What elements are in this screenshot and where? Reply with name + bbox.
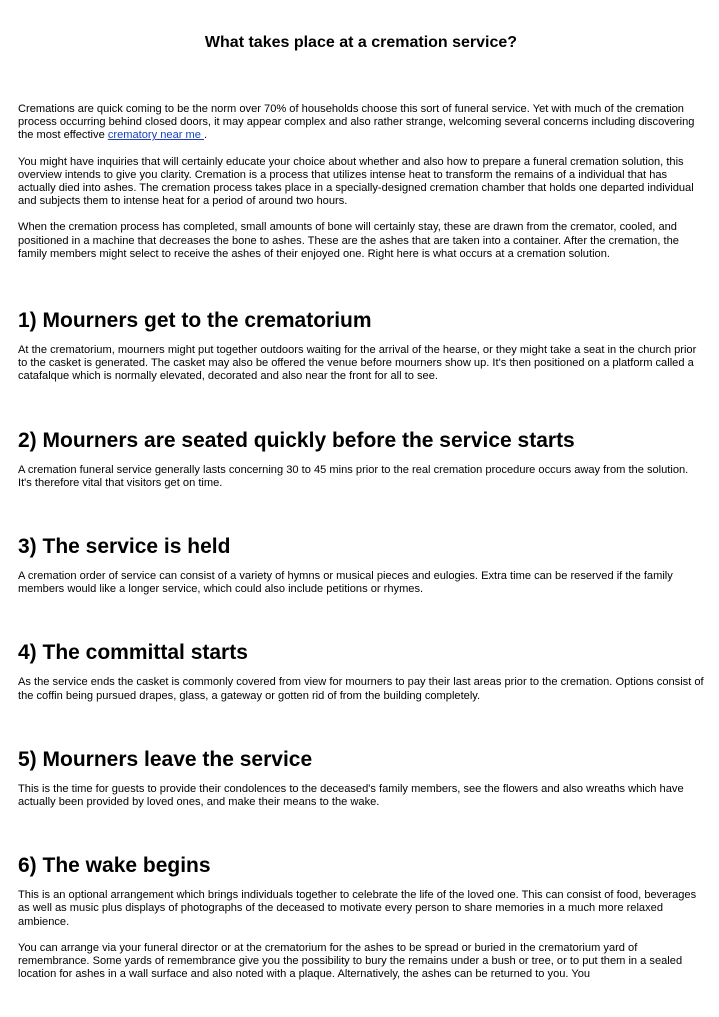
- intro-paragraph-1-text: Cremations are quick coming to be the norm over 70% of households choose this sort of funeral service. Yet with much of the cremation process occurring behind closed doors, it may appear complex and also rather strange, welcoming several concerns including discovering the most effective: [18, 103, 695, 142]
- section-5: [18, 747, 704, 809]
- section-1: [18, 308, 704, 384]
- intro-paragraph-1-end: .: [204, 129, 208, 142]
- section-paragraph: As the service ends the casket is commonly covered from view for mourners to pay their last areas prior to the cremation. Options consist of the coffin being pursued drapes, glass, a gateway or gotten rid of from the building completely.: [18, 676, 704, 702]
- section-paragraph: This is the time for guests to provide their condolences to the deceased's family members, see the flowers and also wreaths which have actually been provided by loved ones, and make their means to the wake.: [18, 782, 684, 809]
- section-3: [18, 534, 704, 596]
- crematory-near-me-link[interactable]: crematory near me: [107, 129, 205, 142]
- section-heading: 5) Mourners leave the service: [18, 747, 313, 771]
- document-page: [18, 0, 704, 981]
- page-title: What takes place at a cremation service?: [204, 34, 518, 51]
- section-2: [18, 428, 704, 490]
- section-paragraph: This is an optional arrangement which brings individuals together to celebrate the life of the loved one. This can consist of food, beverages as well as music plus displays of photographs of the deceased to motivate every person to share memories in a much more relaxed ambience.: [18, 889, 697, 928]
- section-heading: 1) Mourners get to the crematorium: [18, 309, 372, 333]
- section-heading: 4) The committal starts: [18, 641, 248, 665]
- intro-paragraph-1: [18, 103, 704, 143]
- section-heading: 6) The wake begins: [18, 854, 211, 878]
- section-heading: 3) The service is held: [18, 535, 231, 559]
- section-6: [18, 853, 704, 981]
- section-4: [18, 640, 704, 702]
- section-paragraph: A cremation order of service can consist of a variety of hymns or musical pieces and eulogies. Extra time can be reserved if the family members would like a longer service, which could also include petitions or rhymes.: [18, 570, 673, 596]
- section-heading: 2) Mourners are seated quickly before the service starts: [18, 428, 575, 452]
- section-paragraph: At the crematorium, mourners might put together outdoors waiting for the arrival of the hearse, or they might take a seat in the church prior to the casket is generated. The casket may also be offered the venue before mourners show up. It's then positioned on a platform called a catafalque which is normally elevated, decorated and also near the front for all to see.: [18, 344, 697, 383]
- section-paragraph: You can arrange via your funeral director or at the crematorium for the ashes to be spread or buried in the crematorium yard of remembrance. Some yards of remembrance give you the possibility to bury the remains under a bush or tree, or to put them in a sealed location for ashes in a wall surface and also noted with a plaque. Alternatively, the ashes can be returned to you. You: [18, 941, 683, 981]
- intro-paragraph-2: You might have inquiries that will certainly educate your choice about whether and also how to prepare a funeral cremation solution, this overview intends to give you clarity. Cremation is a process that utilizes intense heat to transform the remains of a individual that has actually died into ashes. The cremation process takes place in a specially-designed cremation chamber that holds one departed individual and subjects them to intense heat for a period of around two hours.: [18, 155, 694, 208]
- intro-paragraph-3: When the cremation process has completed, small amounts of bone will certainly stay, these are drawn from the cremator, cooled, and positioned in a machine that decreases the bone to ashes. These are the ashes that are taken into a container. After the cremation, the family members might select to receive the ashes of their enjoyed one. Right here is what occurs at a cremation solution.: [18, 221, 679, 260]
- section-paragraph: A cremation funeral service generally lasts concerning 30 to 45 mins prior to the real cremation procedure occurs away from the solution. It's therefore vital that visitors get on time.: [18, 463, 689, 489]
